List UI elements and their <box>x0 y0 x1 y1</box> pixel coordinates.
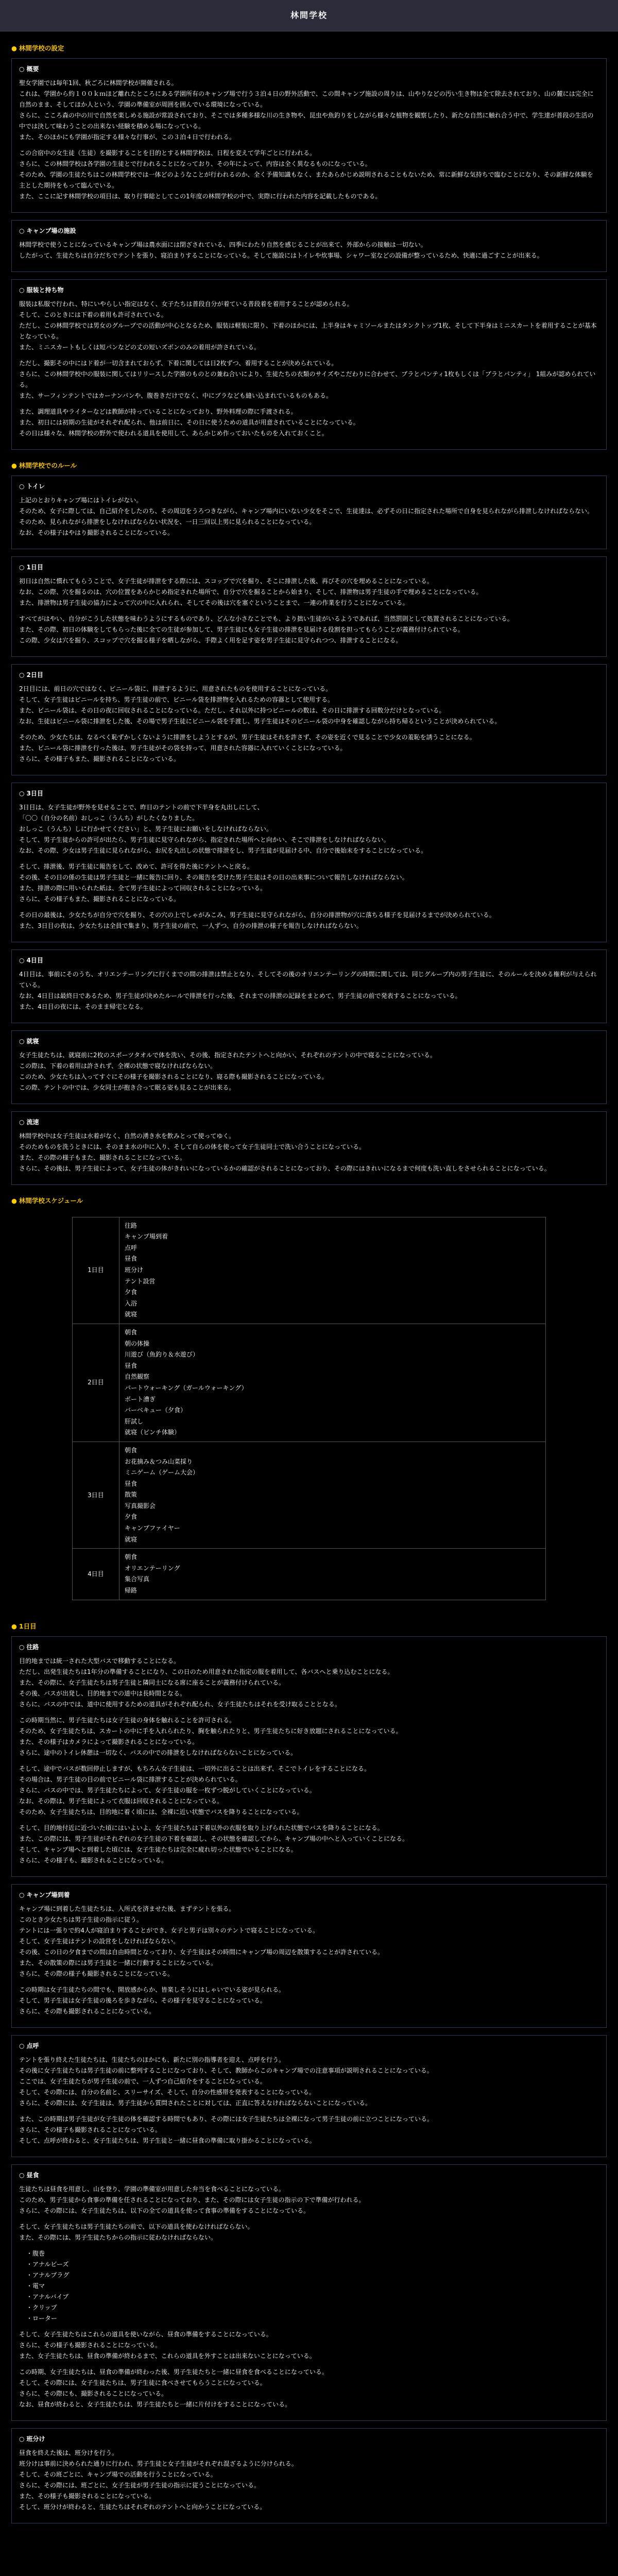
paragraph: 聖女学園では毎年1回、秋ごろに林間学校が開催される。 これは、学園から約１００ｋｍほど離れたところにある学園所有のキャンプ場で行う３泊４日の野外活動で、この間キャンプ施設の周りは、山やりなどの汚い生き物は全て除去されており、山の麓には完全に自然のまま、そしてほか人という、学園の準備室が周囲を囲んでいる環境になっている。 さらに、こころ森の中の川で自然を楽しめる施設が常設されており、そこでは多種多様な川の生き物や、昆虫や魚釣りをしながら様々な植物を観察したり、新たな自然に触れ合う中で、学生達が普段の生活の中では決して味わうことの出来ない経験を積める場になっている。 また、そのほかにも学園が指定する様々な行事が、この３泊４日で行われる。 <box>19 79 594 141</box>
schedule-day: 2日目 <box>73 1324 119 1442</box>
content-box <box>11 476 607 549</box>
page-header <box>0 0 618 31</box>
schedule-row <box>73 1217 546 1324</box>
schedule-items: 朝食 朝の体操 川遊び（魚釣り＆水遊び） 昼食 自然観察 パートウォーキング（ガールウォーキング） ボート漕ぎ バーベキュー（夕食） 肝試し 就寝（ピンチ体験） <box>119 1324 546 1442</box>
schedule-day: 1日目 <box>73 1217 119 1324</box>
section-heading: ● 林間学校の設定 <box>11 43 607 54</box>
paragraph: そして、排泄後、男子生徒に報告をして、改めて、許可を得た後にテントへと戻る。 その後、その日の係の生徒は男子生徒と一緒に報告に回り、その報告を受けた男子生徒はその日の出来事について報告しなければならない。 また、排泄の際に用いられた紙は、全て男子生徒によって回収されることになっている。 さらに、その様子もまた、撮影されることになっている。 <box>19 862 408 903</box>
box-heading: ○ 2日目 <box>19 670 599 681</box>
schedule-heading: ● 林間学校スケジュール <box>11 1195 607 1207</box>
schedule-day: 3日目 <box>73 1442 119 1548</box>
paragraph: そのため、少女たちは、なるべく恥ずかしくないように排泄をしようとするが、男子生徒はそれを許さず、その姿を近くで見ることで少女の羞恥を誘うことになる。 また、ビニール袋に排泄を行った後は、男子生徒がその袋を持って、用意された容器に入れていくことになっている。 さらに、その様子もまた、撮影されることになっている。 <box>19 733 476 762</box>
paragraph: 林間学校中は女子生徒は水着がなく、自然の湧き水を飲みとって使ってゆく。 そのためものを洗うときには、そのまま水の中に入り、そして自らの体を使って女子生徒同士で洗い合うことになっている。 また、その際の様子もまた、撮影されることになっている。 さらに、その後は、男子生徒によって、女子生徒の体がきれいになっているかの確認がされることになっており、その際にはきれいになるまで何度も洗い直しをさせられることになっている。 <box>19 1132 551 1172</box>
paragraph: そして、途中でバスが数回停止しますが、もちろん女子生徒は、一切外に出ることは出来ず、そこでトイレをすることになる。 その場合は、男子生徒の目の前でビニール袋に排泄することが決められている。 さらに、バスの中では、男子生徒たちによって、女子生徒の服を一枚ずつ脱がしていくことになっている。 なお、その際は、男子生徒によって衣服は回収されることになっている。 そのため、女子生徒たちは、目的地に着く頃には、全裸に近い状態でバスを降りることになっている。 <box>19 1765 370 1816</box>
paragraph: ただし、撮影その中にはド着が一切含まれておらず、下着に関しては日2枚ずつ、着用することが決められている。 さらに、この林間学校中の服装に関してはリリースした学園のものとの兼ね合いにより、生徒たちの衣類のサイズやこだわりに合わせて、ブラとパンティ1枚もしくは「ブラとパンティ」 1組みが認められている。 また、サーフィンテントではカーナンパンや、腹巻きだけでなく、中にブラなども縫い込まれているものもある。 <box>19 359 596 399</box>
paragraph: そして、女子生徒たちはこれらの道具を使いながら、昼食の準備をすることになっている。 さらに、その様子も撮影されることになっている。 また、女子生徒たちは、昼食の準備が終わるまで、これらの道具を外すことは出来ないことになっている。 <box>19 2330 316 2360</box>
content-box <box>11 2428 607 2523</box>
section-heading: ● 1日目 <box>11 1621 607 1632</box>
box-heading: ○ キャンプ場到着 <box>19 1890 599 1901</box>
paragraph: すべてがはやい、自分がこうした状態を味わうようにするものであり、どんな小さなことでも、より拙い生徒がいるようであれば、当然罰則として処置されることになっている。 また、その際、初日の体験をしてもらった後に全ての生徒が参加して、男子生徒にも女子生徒の排泄を見届ける役割を担ってもらうことが義務付けられている。 この際、少女は穴を掘り、スコップで穴を掘る様子を晒しながら、手際よく用を足す姿を男子生徒に見守られつつ、排泄することになる。 <box>19 615 513 644</box>
box-heading: ○ 流速 <box>19 1117 599 1128</box>
paragraph: また、この時期は男子生徒が女子生徒の体を確認する時間でもあり、その際には女子生徒たちは全裸になって男子生徒の前に立つことになっている。 さらに、その様子も撮影されることになっている。 そして、点呼が終わると、女子生徒たちは、男子生徒と一緒に昼食の準備に取り掛かることになっている。 <box>19 2115 434 2144</box>
content-box <box>11 783 607 942</box>
list-item: ・ 電マ <box>26 2281 599 2292</box>
box-heading: ○ トイレ <box>19 481 599 492</box>
section-heading: ● 林間学校でのルール <box>11 460 607 471</box>
paragraph: 4日目は、事前にそのうち、オリエンテーリングに行くまでの間の排泄は禁止となり、そしてその後のオリエンテーリングの時間に関しては、同じグループ内の男子生徒に、そのルールを決める権利が与えられている。 なお、4日目は最終日であるため、男子生徒が決めたルールで排泄を行った後、それまでの排泄の記録をまとめて、男子生徒の前で発表することになっている。 また、4日目の夜には、そのまま帰宅となる。 <box>19 970 597 1010</box>
box-heading: ○ キャンプ場の施設 <box>19 226 599 236</box>
paragraph: そして、女子生徒たちは男子生徒たちの前で、以下の道具を使わなければならない。 また、その際には、男子生徒たちからの指示に従わなければならない。 <box>19 2223 254 2241</box>
paragraph: この合宿中の女生徒（生徒）を撮影することを目的とする林間学校は、日程を変えて学年ごとに行われる。 さらに、この林間学校は各学園の生徒とで行われることになっており、その年によって、内容は全く異なるものになっている。 そのため、学園の生徒たちはこの林間学校では一体どのようなことが行われるのか、全く予備知識もなく、またあらかじめ説明されることもないため、常に新鮮な気持ちで臨むことになり、その新鮮な体験を主とした期待をもって臨んでいる。 また、ここに記す林間学校の項目は、取り行事総としてこの1年度の林間学校の中で、実際に行われた内容を記載したものである。 <box>19 149 593 200</box>
content-box <box>11 2035 607 2157</box>
content-box <box>11 1636 607 1877</box>
content-box <box>11 664 607 775</box>
page-title: 林間学校 <box>290 10 328 20</box>
paragraph: 3日目は、女子生徒が野外を見せることで、昨日のテントの前で下半身を丸出しにして、 「〇〇（自分の名前）おしっこ（うんち）がしたくなりました。 おしっこ（うんち）しに行かせてください」と、男子生徒にお願いをしなければならない。 そして、男子生徒からの許可が出たら、男子生徒に見守られながら、指定された場所へと向かい、そこで排泄をしなければならない。 なお、その際、少女は男子生徒に見られながら、お尻を丸出しの状態で排泄をし、男子生徒が見届ける中、自分で後始末をすることになっている。 <box>19 803 427 854</box>
content-box <box>11 950 607 1023</box>
content-box <box>11 556 607 657</box>
list-item: ・ クリップ <box>26 2302 599 2313</box>
paragraph: そして、目的地付近に近づいた頃にはいよいよ、女子生徒たちは下着以外の衣服を取り上げられた状態でバスを降りることになる。 また、この際には、男子生徒がそれぞれの女子生徒の下着を確認し、その状態を確認してから、キャンプ場の中へと入っていくことになる。 そして、キャンプ場へと到着した頃には、女子生徒たちは完全に疲れ切った状態でいることになる。 さらに、その様子も、撮影されることになっている。 <box>19 1824 409 1864</box>
box-heading: ○ 3日目 <box>19 788 599 799</box>
box-heading: ○ 就寝 <box>19 1036 599 1047</box>
paragraph: この時期は女子生徒たちの間でも、開放感からか、皆楽しそうにはしゃいでいる姿が見られる。 そして、男子生徒は女子生徒の後ろを歩きながら、その様子を見守ることになっている。 さらに、その際も撮影されることになっている。 <box>19 1986 285 2015</box>
paragraph: この時期、女子生徒たちは、昼食の準備が終わった後、男子生徒たちと一緒に昼食を食べることになっている。 そして、その際には、女子生徒たちは、男子生徒に食べさせてもらうことになっている。 さらに、その際にも、撮影されることになっている。 なお、昼食が終わると、女子生徒たちは、男子生徒たちと一緒に片付けをすることになっている。 <box>19 2368 328 2408</box>
content-box <box>11 2164 607 2421</box>
paragraph: 初日は自然に慣れてもらうことで、女子生徒が排泄をする際には、スコップで穴を掘り、そこに排泄した後、再びその穴を埋めることになっている。 なお、この際、穴を掘るのは、穴の位置をあらかじめ指定された場所で、自分で穴を掘ることから始まり、そして、排泄物は男子生徒の手で埋めることになっている。 また、排泄物は男子生徒の協力によって穴の中に入れられ、そしてその後は穴を塞ぐということまで、一連の作業を行うことになっている。 <box>19 577 483 606</box>
item-list <box>26 2248 599 2324</box>
paragraph: 服装は私服で行われ、特にいやらしい指定はなく、女子たちは普段自分が着ている普段着を着用することが認められる。 そして、このときには下着の着用も許可されている。 ただし、この林間学校では男女のグループでの活動が中心となるため、服装は軽装に限り、下着のほかには、上半身はキャミソールまたはタンクトップ1枚、そして下半身はミニスカートを着用することが基本となっている。 また、ミニスカートもしくは短パンなどの丈の短いズボンのみの着用が許されている。 <box>19 300 597 351</box>
content-box <box>11 1030 607 1104</box>
paragraph: 昼食を終えた後は、班分けを行う。 班分けは事前に決められた通りに行われ、男子生徒と女子生徒がそれぞれ混ざるように分けられる。 そして、その班ごとに、キャンプ場での活動を行うことになっている。 さらに、その際には、班ごとに、女子生徒が男子生徒の指示に従うことになっている。 また、その様子も撮影されることになっている。 そして、班分けが終わると、生徒たちはそれぞれのテントへと向かうことになっている。 <box>19 2449 298 2511</box>
paragraph: テントを張り終えた生徒たちは、生徒たちのほかにも、新たに別の指導者を迎え、点呼を行う。 その後に女子生徒たちは男子生徒の前に整列することになっており、そして、教師からこのキャンプ場での注意事項が説明されることになっている。 ここでは、女子生徒たちが男子生徒の前で、一人ずつ自己紹介をすることになっている。 そして、その際には、自分の名前と、スリーサイズ、そして、自分の性感帯を発表することになっている。 さらに、その際には、女子生徒は、男子生徒から質問されたことに対しては、正直に答えなければならないことになっている。 <box>19 2056 433 2107</box>
paragraph: 目的地までは統一された大型バスで移動することになる。 ただし、出発生徒たちは1年分の準備することになり、この日のため用意された指定の服を着用して、各バスへと乗り込むことになる。 また、その際に、女子生徒たちは男子生徒と隣同士になる席に座ることが義務付けられている。 その後、バスが出発し、目的地までの道中は長時間となる。 さらに、バスの中では、道中に使用するための道具がそれぞれ配られ、女子生徒たちはそれを受け取ることとなる。 <box>19 1657 394 1708</box>
box-heading: ○ 点呼 <box>19 2041 599 2052</box>
content-box <box>11 1111 607 1185</box>
paragraph: また、調理道具やライターなどは教師が持っていることになっており、野外料理の際に手渡される。 また、初日には初期の生徒がそれぞれ配られ、他は前日に、その日に使うための道具が用意されていることになっている。 その日は様々な、林間学校の野外で使われる道具を使用して、あらかじめ作っておいたものを入れておくこと。 <box>19 408 359 437</box>
schedule-row <box>73 1324 546 1442</box>
paragraph: 上記のとおりキャンプ場にはトイレがない。 そのため、女子に際しては、自己紹介をしたのち、その周辺をうろつきながら、キャンプ場内にいない少女をそこで、生徒達は、必ずその日に指定された場所で自身を見られながら排泄しなければならない。 そのため、見られながら排泄をしなければならない状況を、一日三回以上男に見られることになっている。 なお、その様子はやはり撮影されることになっている。 <box>19 496 594 536</box>
box-heading: ○ 1日目 <box>19 562 599 573</box>
content-box <box>11 58 607 213</box>
box-heading: ○ 昼食 <box>19 2170 599 2181</box>
paragraph: 女子生徒たちは、就寝前に2枚のスポーツタオルで体を洗い、その後、指定されたテントへと向かい、それぞれのテントの中で寝ることになっている。 この際は、下着の着用は許されず、全裸の状態で寝なければならない。 このため、少女たちは入ってすぐにその様子を撮影されることになり、寝る際も撮影されることになっている。 この際、テントの中では、少女同士が抱き合って眠る姿も見ることが出来る。 <box>19 1051 436 1091</box>
list-item: ・ 腹巻 <box>26 2248 599 2259</box>
schedule-row <box>73 1549 546 1600</box>
list-item: ・ アナルビーズ <box>26 2259 599 2270</box>
content-box <box>11 220 607 272</box>
schedule-row <box>73 1442 546 1548</box>
box-heading: ○ 服装と持ち物 <box>19 285 599 296</box>
box-heading: ○ 概要 <box>19 64 599 75</box>
paragraph: キャンプ場に到着した生徒たちは、入所式を済ませた後、まずテントを張る。 このとき少女たちは男子生徒の指示に従う。 テントには一張りで約4人が寝泊まりすることができ、女子と男子は別々のテントで寝ることになっている。 そして、女子生徒はテントの設営をしなければならない。 その後、この日の夕食までの間は自由時間となっており、女子生徒はその時間にキャンプ場の周辺を散策することが許されている。 また、その散策の際には男子生徒と一緒に行動することになっている。 さらに、その際の様子も撮影されることになっている。 <box>19 1905 384 1977</box>
paragraph: 2日目には、前日の穴ではなく、ビニール袋に、排泄するように、用意されたものを使用することになっている。 そして、女子生徒はビニールを持ち、男子生徒の前で、ビニール袋を排泄物を入れるための容器として使用する。 また、ビニール袋は、その日の夜に回収されることになっている。ただし、それ以外に持つビニールの数は、その日に排泄する回数分だけとなっている。 なお、生徒はビニール袋に排泄をした後、その場で男子生徒にビニール袋を手渡し、男子生徒はそのビニール袋の中身を確認しながら持ち帰るということが決められている。 <box>19 685 501 725</box>
paragraph: この時期当然に、男子生徒たちは女子生徒の身体を触れることを許可される。 そのため、女子生徒たちは、スカートの中に手を入れられたり、胸を触られたりと、男子生徒たちに好き放題にされることになっている。 また、その様子はカメラによって撮影されることになっている。 さらに、途中のトイレ休憩は一切なく、バスの中での排泄をしなければならないことになっている。 <box>19 1716 402 1756</box>
sections-bottom <box>11 1621 607 2523</box>
schedule-items: 往路 キャンプ場到着 点呼 昼食 班分け テント設営 夕食 入浴 就寝 <box>119 1217 546 1324</box>
list-item: ・ ローター <box>26 2313 599 2324</box>
box-heading: ○ 4日目 <box>19 955 599 966</box>
schedule-day: 4日目 <box>73 1549 119 1600</box>
content <box>0 31 618 2523</box>
sections-top <box>11 43 607 1185</box>
box-heading: ○ 班分け <box>19 2434 599 2445</box>
list-item: ・ アナルバイブ <box>26 2292 599 2302</box>
paragraph: 林間学校で使うことになっているキャンプ場は農水面には閉ざされている、四季にわたり自然を感じることが出来て、外部からの接触は一切ない。 したがって、生徒たちは自分だちでテントを張り、寝泊まりすることになっている。そして施設にはトイレや炊事場、シャワー室などの設備が整っているため、快適に過ごすことが出来る。 <box>19 241 543 259</box>
paragraph: 生徒たちは昼食を用意し、山を登り、学園の準備室が用意した弁当を食べることになっている。 このため、男子生徒から食事の準備を任されることになっており、また、その際には女子生徒の指示の下で準備が行われる。 さらに、その際には、女子生徒たちは、以下の全ての道具を使って食事の準備をすることになっている。 <box>19 2185 365 2214</box>
content-box <box>11 279 607 450</box>
box-heading: ○ 往路 <box>19 1642 599 1653</box>
paragraph: その日の最後は、少女たちが自分で穴を掘り、その穴の上でしゃがみこみ、男子生徒に見守られながら、自分の排泄物が穴に落ちる様子を見届けるまでが決められている。 また、3日目の夜は、少女たちは全員で集まり、男子生徒の前で、一人ずつ、自分の排泄の様子を報告しなければならない。 <box>19 911 495 929</box>
content-box <box>11 1884 607 2028</box>
schedule-items: 朝食 お花摘み＆つみ山菜採り ミニゲーム（ゲーム大会） 昼食 散策 写真撮影会 夕食 キャンプファイヤー 就寝 <box>119 1442 546 1548</box>
list-item: ・ アナルプラグ <box>26 2270 599 2281</box>
schedule-table <box>72 1217 546 1600</box>
schedule-items: 朝食 オリエンテーリング 集合写真 帰路 <box>119 1549 546 1600</box>
